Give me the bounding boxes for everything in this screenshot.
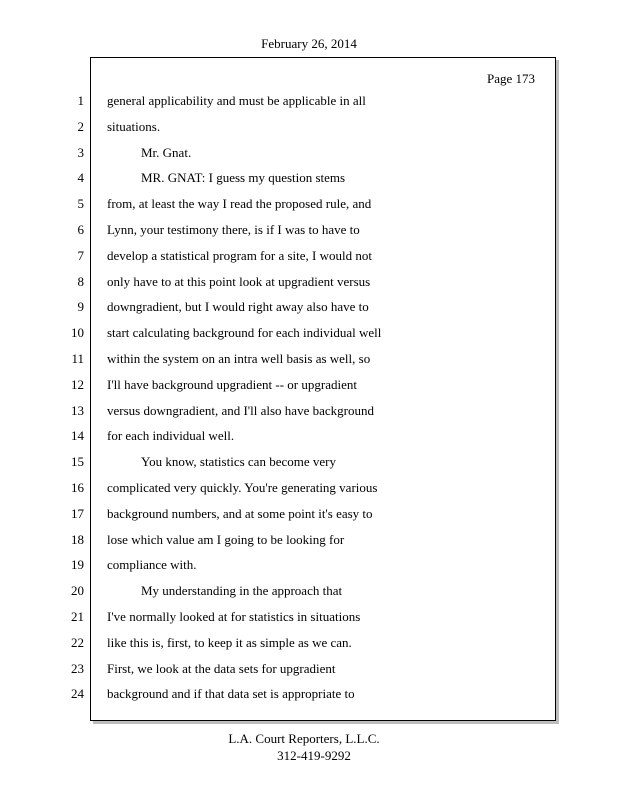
line-text: like this is, first, to keep it as simple as we can. bbox=[107, 634, 352, 650]
line-number: 24 bbox=[71, 686, 84, 702]
line-text: from, at least the way I read the proposed rule, and bbox=[107, 196, 372, 212]
line-text: downgradient, but I would right away also have to bbox=[107, 299, 369, 315]
line-text: First, we look at the data sets for upgradient bbox=[107, 660, 336, 676]
line-number: 4 bbox=[77, 170, 84, 186]
line-number: 9 bbox=[77, 299, 84, 315]
line-number: 3 bbox=[77, 144, 84, 160]
line-text: start calculating background for each individual well bbox=[107, 325, 382, 341]
line-text: Lynn, your testimony there, is if I was to have to bbox=[107, 222, 360, 237]
line-number: 7 bbox=[77, 247, 84, 263]
line-number: 6 bbox=[77, 222, 84, 237]
line-number: 5 bbox=[77, 196, 84, 212]
line-number: 11 bbox=[71, 351, 84, 366]
line-text: within the system on an intra well basis as well, so bbox=[107, 351, 371, 366]
line-text: I'll have background upgradient -- or upgradient bbox=[107, 376, 357, 392]
line-number: 22 bbox=[71, 634, 84, 650]
line-number: 14 bbox=[71, 428, 84, 444]
line-text: I've normally looked at for statistics in situations bbox=[107, 609, 361, 624]
transcript-date: February 26, 2014 bbox=[261, 36, 357, 51]
line-text: general applicability and must be applicable in all bbox=[107, 93, 366, 108]
line-text: Mr. Gnat. bbox=[141, 144, 192, 160]
line-number: 16 bbox=[71, 480, 84, 495]
line-text: compliance with. bbox=[107, 557, 197, 573]
line-text: versus downgradient, and I'll also have background bbox=[107, 402, 374, 418]
line-number: 13 bbox=[71, 402, 84, 418]
line-number: 10 bbox=[71, 325, 84, 341]
line-number: 18 bbox=[71, 531, 84, 547]
line-text: My understanding in the approach that bbox=[141, 583, 343, 599]
line-number: 21 bbox=[71, 609, 84, 624]
reporter-company: L.A. Court Reporters, L.L.C. bbox=[228, 731, 380, 746]
line-text: MR. GNAT: I guess my question stems bbox=[141, 170, 346, 186]
line-text: background and if that data set is appropriate to bbox=[107, 686, 355, 702]
line-text: lose which value am I going to be looking for bbox=[107, 531, 345, 547]
line-text: situations. bbox=[107, 118, 161, 134]
line-number: 15 bbox=[71, 454, 84, 470]
line-text: develop a statistical program for a site, I would not bbox=[107, 247, 372, 263]
line-number: 1 bbox=[77, 93, 84, 108]
line-text: only have to at this point look at upgradient versus bbox=[107, 273, 371, 289]
line-number: 17 bbox=[71, 505, 84, 521]
line-number: 8 bbox=[77, 273, 84, 289]
line-number: 12 bbox=[71, 376, 84, 392]
line-number: 20 bbox=[71, 583, 84, 599]
line-text: background numbers, and at some point it's easy to bbox=[107, 505, 373, 521]
line-number: 19 bbox=[71, 557, 84, 573]
line-number: 23 bbox=[71, 660, 84, 676]
line-number: 2 bbox=[77, 118, 84, 134]
page-number: Page 173 bbox=[486, 71, 535, 86]
line-text: complicated very quickly. You're generating various bbox=[107, 480, 378, 495]
line-text: You know, statistics can become very bbox=[141, 454, 336, 470]
line-text: for each individual well. bbox=[107, 428, 235, 444]
reporter-phone: 312-419-9292 bbox=[277, 748, 351, 763]
